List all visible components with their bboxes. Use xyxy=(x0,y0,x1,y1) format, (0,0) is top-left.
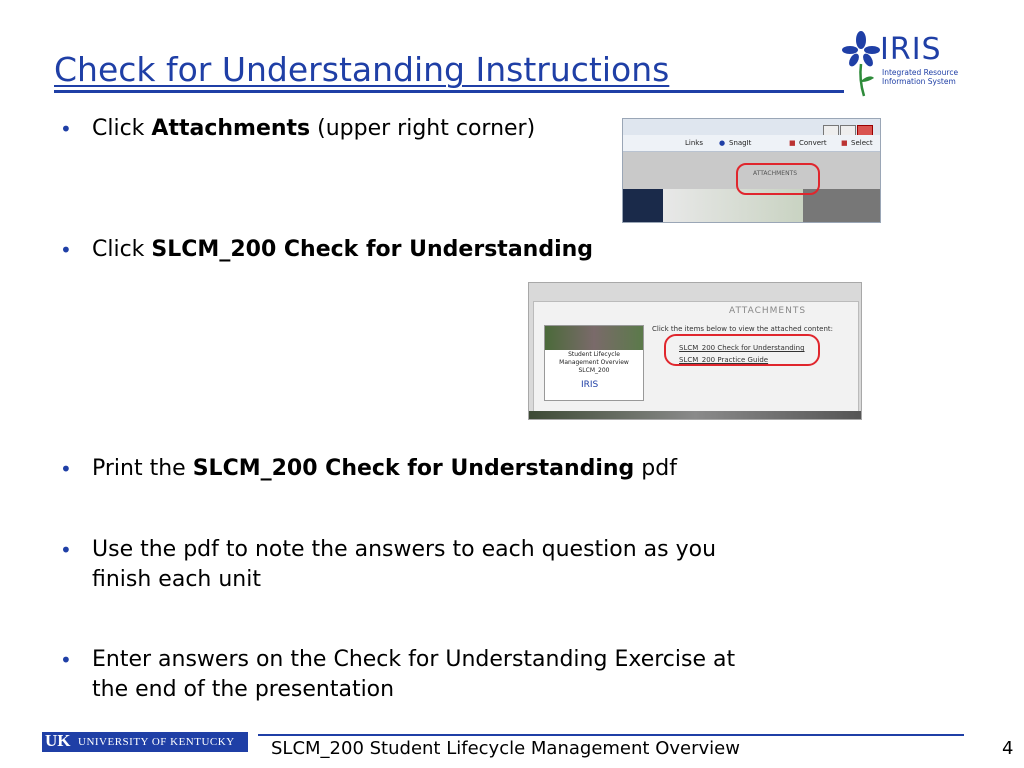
window-controls xyxy=(823,121,875,132)
logo-word: IRIS xyxy=(880,32,942,67)
bullet-text-continued: the end of the presentation xyxy=(92,677,395,702)
iris-logo xyxy=(840,30,959,100)
attachments-panel-screenshot xyxy=(528,282,862,420)
bullet-bold-text: Attachments xyxy=(151,116,311,141)
uk-mark: UK xyxy=(45,731,71,750)
logo-subtitle: Integrated Resource Information System xyxy=(882,68,959,86)
bullet-bold-text: SLCM_200 Check for Understanding xyxy=(151,237,594,262)
course-card-logo: IRIS xyxy=(581,380,599,390)
bullet-icon: • xyxy=(60,457,72,481)
convert-label: Convert xyxy=(799,139,827,147)
bullet-text: Click xyxy=(92,237,152,262)
bullet-text: pdf xyxy=(634,456,677,481)
bullet-icon: • xyxy=(60,538,72,562)
convert-icon: ■ xyxy=(789,139,796,147)
uk-logo xyxy=(42,732,248,752)
bullet-text: Use the pdf to note the answers to each question as you xyxy=(92,537,717,562)
footer-course-title: SLCM_200 Student Lifecycle Management Overview xyxy=(271,738,740,759)
bullet-text: (upper right corner) xyxy=(310,116,536,141)
slide-title: Check for Understanding Instructions xyxy=(54,50,670,89)
bullet-bold-text: SLCM_200 Check for Understanding xyxy=(192,456,635,481)
uk-name: UNIVERSITY OF KENTUCKY xyxy=(78,736,235,748)
course-card xyxy=(544,325,644,401)
footer-rule xyxy=(258,734,964,736)
attachments-instruction: Click the items below to view the attached content: xyxy=(652,325,834,333)
bullet-icon: • xyxy=(60,648,72,672)
bullet-text: Enter answers on the Check for Understanding Exercise at xyxy=(92,647,736,672)
page-number: 4 xyxy=(1002,738,1014,759)
attachments-tab: ATTACHMENTS xyxy=(753,170,798,177)
select-label: Select xyxy=(851,139,873,147)
bullet-text: Print the xyxy=(92,456,193,481)
snagit-label: SnagIt xyxy=(729,139,752,147)
highlight-circle xyxy=(664,334,820,366)
select-icon: ■ xyxy=(841,139,848,147)
bullet-icon: • xyxy=(60,238,72,262)
bullet-text-continued: finish each unit xyxy=(92,567,261,592)
attachments-header: ATTACHMENTS xyxy=(729,306,807,316)
course-card-title: Student Lifecycle Management Overview SLCM_200 xyxy=(559,351,629,374)
flower-icon xyxy=(842,30,880,100)
check-for-understanding-link[interactable]: SLCM_200 Check for Understanding xyxy=(679,344,805,352)
bullet-icon: • xyxy=(60,117,72,141)
browser-toolbar-screenshot xyxy=(622,118,881,223)
snagit-icon: ● xyxy=(719,139,726,147)
practice-guide-link[interactable]: SLCM_200 Practice Guide xyxy=(679,356,769,364)
highlight-circle xyxy=(736,163,820,195)
bullet-text: Click xyxy=(92,116,152,141)
links-label: Links xyxy=(685,139,703,147)
title-underline xyxy=(54,90,844,93)
